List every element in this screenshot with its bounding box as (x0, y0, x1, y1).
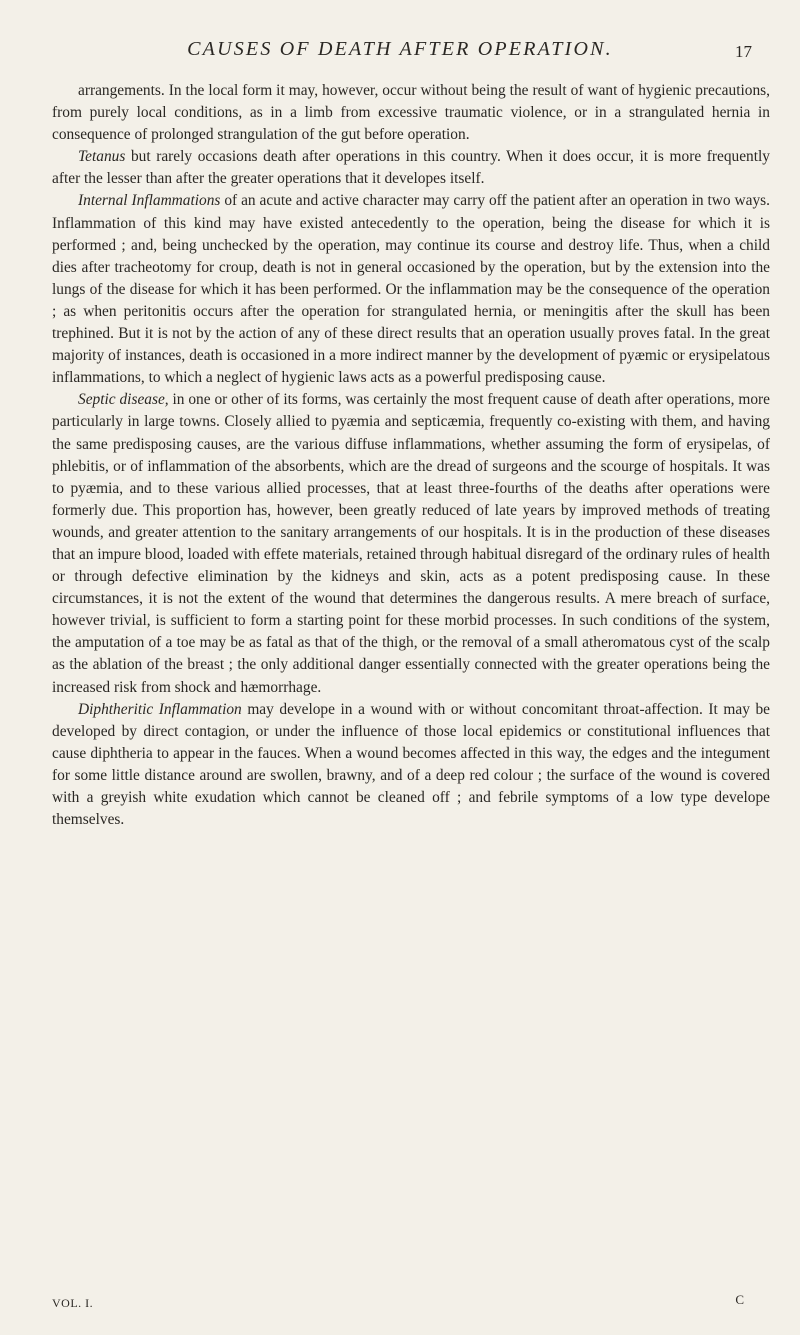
paragraph-text: arrangements. In the local form it may, however, occur without being the result of want of hygienic precautions, from purely local conditions, as in a limb from excessive traumatic violence, or in a strangulated hernia in consequence of prolonged strangulation of the gut before operation. (52, 82, 770, 144)
paragraph-text: of an acute and active character may carry off the patient after an operation in two ways. Inflammation of this kind may have existed antecedently to the operation, being the disease for which it is performed ; and, being unchecked by the operation, may continue its course and destroy life. Thus, when a child dies after tracheotomy for croup, death is not in general occasioned by the operation, but by the extension into the lungs of the disease for which it has been performed. Or the inflammation may be the consequence of the operation ; as when peritonitis occurs after the operation for strangulated hernia, or meningitis after the skull has been trephined. But it is not by the action of any of these direct results that an operation usually proves fatal. In the great majority of instances, death is occasioned in a more indirect manner by the development of pyæmic or erysipelatous inflammations, to which a neglect of hygienic laws acts as a powerful predisposing cause. (52, 192, 771, 387)
body-text (52, 80, 770, 831)
paragraph (52, 389, 770, 698)
paragraph (52, 190, 770, 389)
paragraph (52, 80, 770, 146)
paragraph-text: but rarely occasions death after operations in this country. When it does occur, it is more frequently after the lesser than after the greater operations that it developes itself. (52, 148, 770, 188)
volume-label: VOL. I. (52, 1296, 94, 1310)
signature-mark: C (735, 1292, 744, 1307)
running-title: CAUSES OF DEATH AFTER OPERATION. (187, 38, 613, 60)
paragraph-lead: Diphtheritic Inflammation (78, 700, 242, 718)
page-footer (52, 1292, 760, 1316)
page-number: 17 (735, 42, 752, 61)
paragraph-lead: Internal Inflammations (78, 192, 221, 210)
running-head (40, 34, 760, 64)
paragraph (52, 146, 770, 190)
paragraph-text: may develope in a wound with or without concomitant throat-affection. It may be developed by direct contagion, or under the influence of those local epidemics or constitutional influences that cause diphtheria to appear in the fauces. When a wound becomes affected in this way, the edges and the integument for some little distance around are swollen, brawny, and of a deep red colour ; the surface of the wound is covered with a greyish white exudation which cannot be cleaned off ; and febrile symptoms of a low type develope themselves. (52, 700, 770, 829)
paragraph-lead: Septic disease, (78, 391, 169, 409)
paragraph-lead: Tetanus (78, 148, 126, 166)
paragraph (52, 699, 770, 832)
paragraph-text: in one or other of its forms, was certainly the most frequent cause of death after operations, more particularly in large towns. Closely allied to pyæmia and septicæmia, frequently co-existing with them, and having the same predisposing causes, are the various diffuse inflammations, whether assuming the form of erysipelas, of phlebitis, or of inflammation of the absorbents, which are the dread of surgeons and the scourge of hospitals. It was to pyæmia, and to these various allied processes, that at least three-fourths of the deaths after operations were formerly due. This proportion has, however, been greatly reduced of late years by improved methods of treating wounds, and greater attention to the sanitary arrangements of our hospitals. It is in the production of these diseases that an impure blood, loaded with effete materials, retained through habitual disregard of the ordinary rules of health or through defective elimination by the kidneys and skin, acts as a potent predisposing cause. In these circumstances, it is not the extent of the wound that determines the dangerous results. A mere breach of surface, however trivial, is sufficient to form a starting point for these morbid processes. In such conditions of the system, the amputation of a toe may be as fatal as that of the thigh, or the removal of a small atheromatous cyst of the scalp as the ablation of the breast ; the only additional danger essentially connected with the greater operations being the increased risk from shock and hæmorrhage. (52, 391, 771, 696)
